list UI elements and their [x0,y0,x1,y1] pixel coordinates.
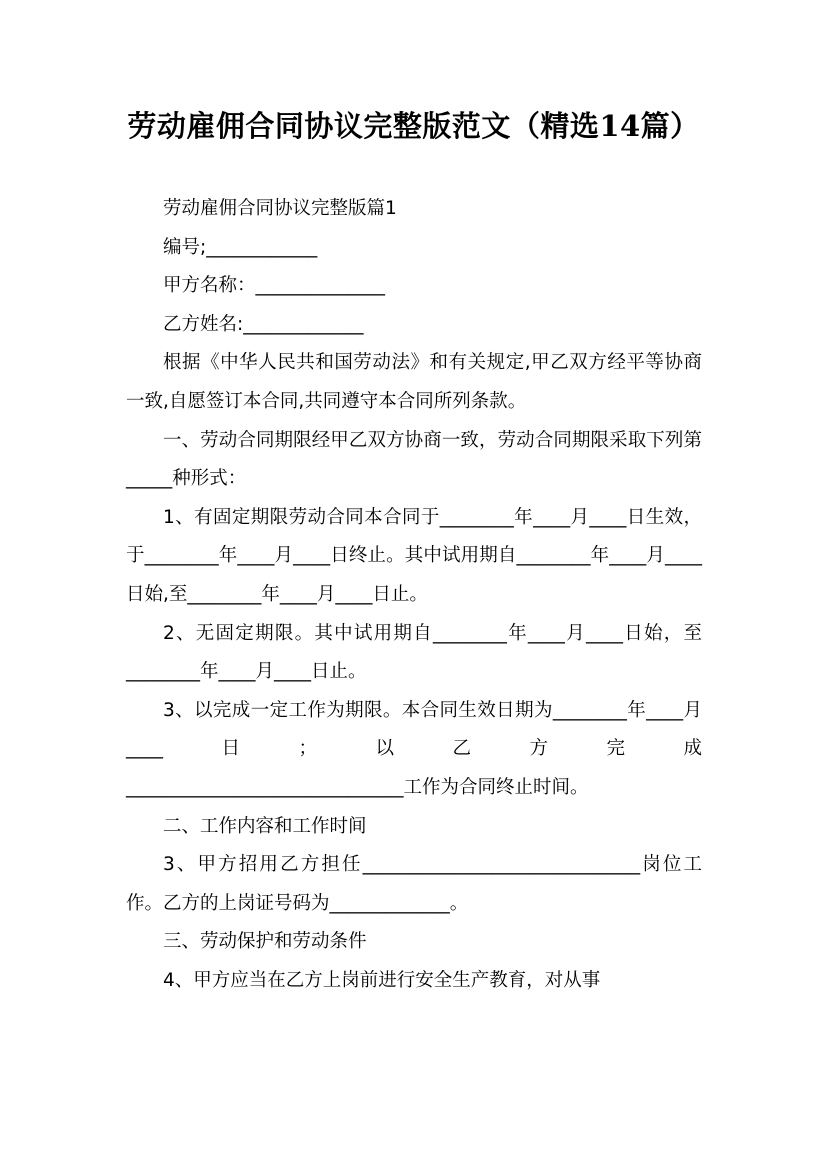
section-2-heading: 二、工作内容和工作时间 [163,815,367,837]
clause-1-term: 一、劳动合同期限经甲乙双方协商一致，劳动合同期限采取下列第_____种形式： [126,429,702,490]
clause-task-term: 3、以完成一定工作为期限。本合同生效日期为________年____月____日；以乙方完成 [126,699,702,760]
preamble-paragraph: 根据《中华人民共和国劳动法》和有关规定,甲乙双方经平等协商一致,自愿签订本合同,共同遵守本合同所列条款。 [126,352,702,412]
clause-task-term-continued: ______________________________工作为合同终止时间。 [126,776,589,798]
section-heading: 劳动雇佣合同协议完整版篇1 [163,198,397,219]
document-body [126,190,702,1000]
clause-open-term: 2、无固定期限。其中试用期自________年____月____日始，至________年____月____日止。 [126,622,702,683]
party-b-name-field: 乙方姓名:_____________ [163,313,364,335]
contract-number-field: 编号;____________ [163,236,318,258]
party-a-name-field: 甲方名称：______________ [163,275,386,297]
clause-safety: 4、甲方应当在乙方上岗前进行安全生产教育，对从事 [163,969,601,991]
clause-fixed-term: 1、有固定期限劳动合同本合同于________年____月____日生效，于________年____月____日终止。其中试用期自________年____月____日始,至________年____月____日止。 [126,506,702,605]
section-3-heading: 三、劳动保护和劳动条件 [163,931,367,953]
document-title: 劳动雇佣合同协议完整版范文（精选14篇） [127,109,700,143]
clause-position: 3、甲方招用乙方担任______________________________岗位工作。乙方的上岗证号码为_____________。 [126,854,702,914]
